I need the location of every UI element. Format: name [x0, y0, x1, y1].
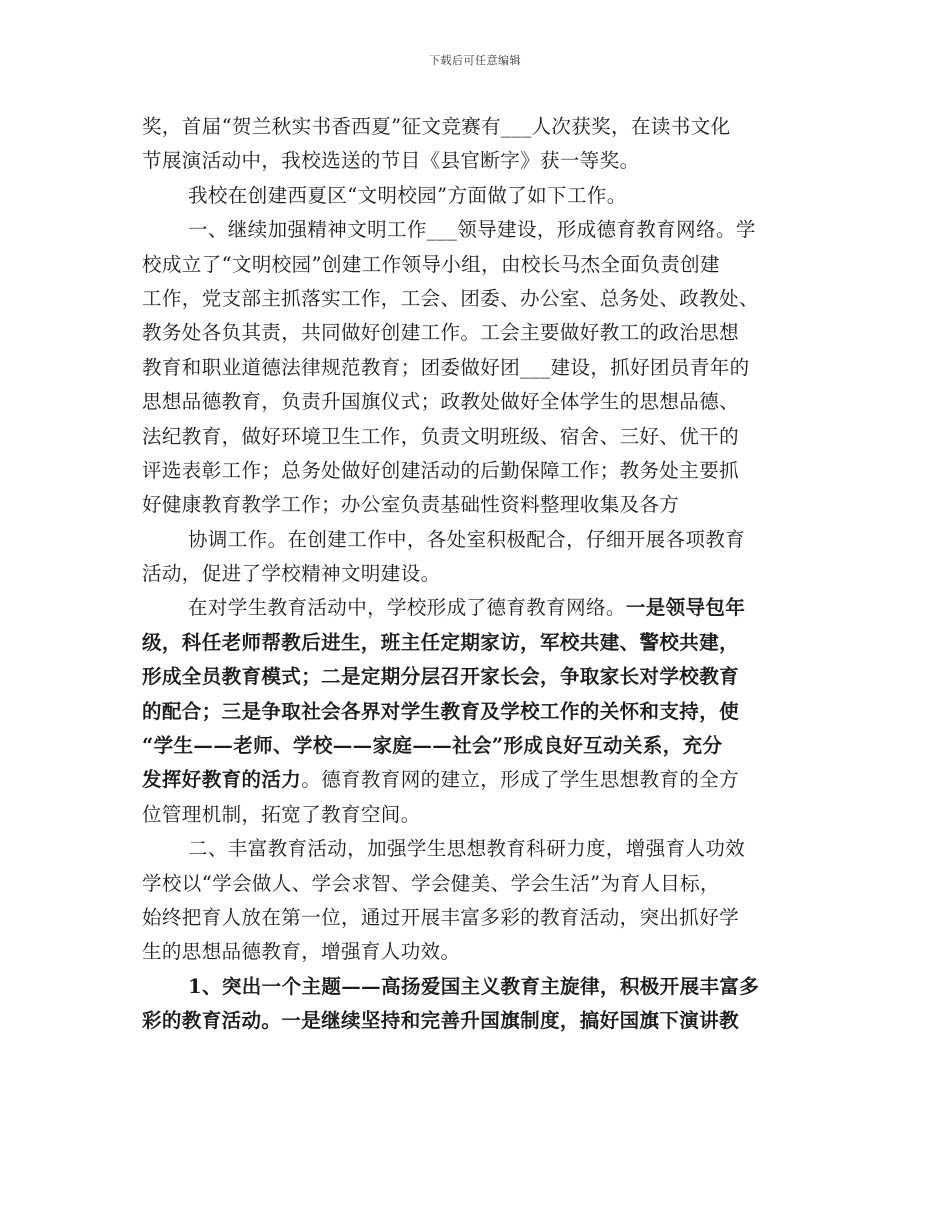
text-line [142, 591, 822, 625]
text-segment: 评选表彰工作；总务处做好创建活动的后勤保障工作；教务处主要抓 [142, 458, 740, 482]
text-segment: 位管理机制，拓宽了教育空间。 [142, 802, 421, 826]
text-line [142, 935, 822, 969]
text-segment: 工作，党支部主抓落实工作，工会、团委、办公室、总务处、政教处、 [142, 286, 759, 310]
text-line [142, 351, 822, 385]
text-segment: 。德育教育网的建立，形成了学生思想教育的全方 [301, 768, 740, 792]
text-segment: 学校以“学会做人、学会求智、学会健美、学会生活”为育人目标， [142, 871, 720, 895]
text-segment: 教务处各负其责，共同做好创建工作。工会主要做好教工的政治思想 [142, 321, 740, 345]
text-line [142, 110, 822, 144]
text-line [142, 763, 822, 797]
text-line [142, 523, 822, 557]
bold-text-segment: 彩的教育活动。一是继续坚持和完善升国旗制度，搞好国旗下演讲教 [142, 1009, 740, 1033]
bold-text-segment: 的配合；三是争取社会各界对学生教育及学校工作的关怀和支持，使 [142, 699, 740, 723]
text-segment: 活动，促进了学校精神文明建设。 [142, 562, 441, 586]
text-segment: 始终把育人放在第一位，通过开展丰富多彩的教育活动，突出抓好学 [142, 905, 740, 929]
text-segment: 思想品德教育，负责升国旗仪式；政教处做好全体学生的思想品德、 [142, 390, 740, 414]
text-segment: 奖，首届“贺兰秋实书香西夏”征文竞赛有___人次获奖，在读书文化 [142, 115, 731, 138]
text-line [142, 179, 822, 213]
text-segment: 法纪教育，做好环境卫生工作，负责文明班级、宿舍、三好、优干的 [142, 424, 740, 448]
text-segment: 校成立了“文明校园”创建工作领导小组，由校长马杰全面负责创建 [142, 252, 720, 276]
bold-text-segment: 1、突出一个主题——高扬爱国主义教育主旋律，积极开展丰富多 [188, 974, 760, 998]
text-segment: 一、继续加强精神文明工作___领导建设，形成德育教育网络。学 [188, 218, 756, 242]
text-line [142, 248, 822, 282]
text-segment: 协调工作。在创建工作中，各处室积极配合，仔细开展各项教育 [188, 527, 746, 551]
text-segment: 在对学生教育活动中，学校形成了德育教育网络。 [188, 596, 626, 620]
text-line [142, 798, 822, 832]
text-segment: 节展演活动中，我校选送的节目《县官断字》获一等奖。 [142, 149, 640, 173]
text-line [142, 144, 822, 178]
text-line [142, 970, 822, 1004]
text-line [142, 832, 822, 866]
bold-text-segment: 级，科任老师帮教后进生，班主任定期家访，军校共建、警校共建， [142, 630, 740, 654]
bold-text-segment: “学生——老师、学校——家庭——社会”形成良好互动关系，充分 [142, 734, 723, 758]
text-line [142, 557, 822, 591]
text-line [142, 901, 822, 935]
page-header: 下载后可任意编辑 [429, 54, 521, 67]
bold-text-segment: 发挥好教育的活力 [142, 768, 302, 792]
text-line [142, 660, 822, 694]
bold-text-segment: 一是领导包年 [625, 596, 746, 620]
text-segment: 好健康教育教学工作；办公室负责基础性资料整理收集及各方 [142, 493, 680, 517]
text-line [142, 1004, 822, 1038]
text-segment: 生的思想品德教育，增强育人功效。 [142, 940, 461, 964]
text-line [142, 213, 822, 247]
text-line [142, 420, 822, 454]
text-line [142, 488, 822, 522]
text-line [142, 316, 822, 350]
text-line [142, 282, 822, 316]
text-line [142, 695, 822, 729]
text-segment: 教育和职业道德法律规范教育；团委做好团___建设，抓好团员青年的 [142, 355, 750, 379]
bold-text-segment: 形成全员教育模式；二是定期分层召开家长会，争取家长对学校教育 [142, 665, 740, 689]
text-line [142, 454, 822, 488]
text-line [142, 385, 822, 419]
text-line [142, 867, 822, 901]
text-line [142, 626, 822, 660]
document-body [142, 110, 822, 1039]
text-line [142, 729, 822, 763]
text-segment: 二、丰富教育活动，加强学生思想教育科研力度，增强育人功效 [188, 837, 746, 861]
text-segment: 我校在创建西夏区“文明校园”方面做了如下工作。 [188, 183, 627, 207]
